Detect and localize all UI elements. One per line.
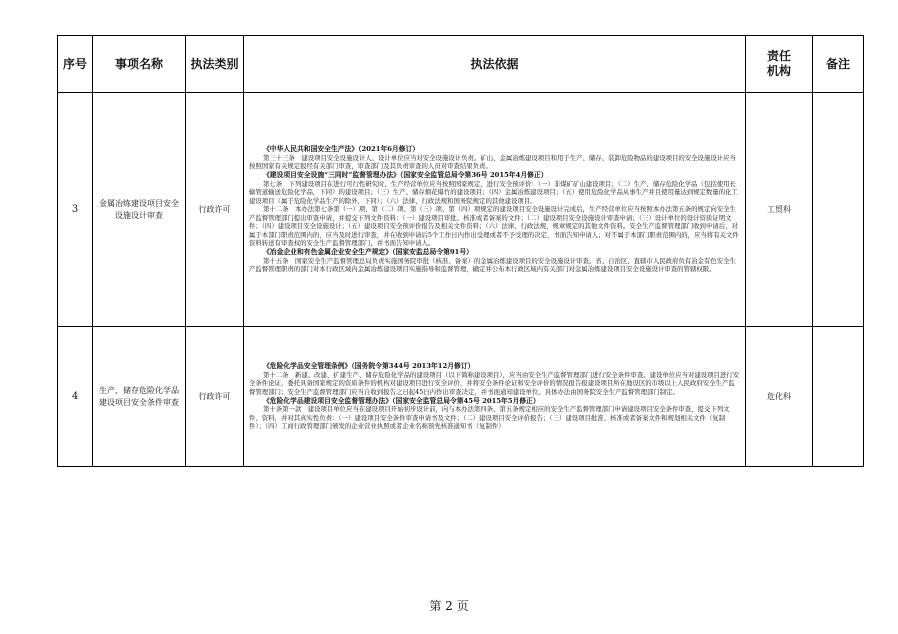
basis-law-title: 《危险化学品安全管理条例》（国务院令第344号 2013年12月修订） (263, 362, 475, 371)
row-basis (244, 327, 746, 467)
enforcement-table (57, 35, 864, 467)
header-item: 事项名称 (93, 36, 186, 93)
row-basis (244, 93, 746, 327)
basis-article: 第十二条 本办法第七条第（一）项、第（二）项、第（三）项、第（四）项规定的建设项目安全设施设计完成后，生产经营单位应当按照本办法第五条的规定向安全生产监督管理部门提出审查申请，并提交下列文件资料：（一）建设项目审批、核准或者备案的文件；（二）建设项目安全设施设计审查申请；（三）设计单位的设计资质证明文件；（四）建设项目安全设施设计；（五）建设项目安全预评价报告及相关文件资料；（六）法律、行政法规、规章规定的其他文件资料。安全生产监督管理部门收到申请后，对属于本部门职责范围内的，应当及时进行审查，并在收到申请后5个工作日内作出受理或者不予受理的决定，书面告知申请人；对不属于本部门职责范围内的，应当将有关文件资料转送有审查权的安全生产监督管理部门，并书面告知申请人。 (249, 205, 739, 248)
row-category: 行政许可 (186, 327, 244, 467)
table-row (58, 93, 864, 327)
page-number: 第 2 页 (429, 599, 469, 613)
row-item-name: 金属冶炼建设项目安全设施设计审查 (93, 93, 186, 327)
basis-law-title: 《建设项目安全设施“三同时”监督管理办法》（国家安全监管总局令第36号 2015年4月修正） (263, 171, 548, 180)
row-item-name: 生产、储存危险化学品建设项目安全条件审查 (93, 327, 186, 467)
row-seq: 3 (58, 93, 93, 327)
header-basis: 执法依据 (244, 36, 746, 93)
row-category: 行政许可 (186, 93, 244, 327)
basis-article: 第七条 下列建设项目在进行可行性研究时，生产经营单位应当按照国家规定，进行安全预评价：（一）非煤矿矿山建设项目；（二）生产、储存危险化学品（包括使用长输管道输送危险化学品，下同）的建设项目；（三）生产、储存烟花爆竹的建设项目；（四）金属冶炼建设项目；（五）使用危险化学品从事生产并且使用量达到规定数量的化工建设项目（属于危险化学品生产的除外，下同）；（六）法律、行政法规和国务院规定的其他建设项目。 (249, 179, 738, 205)
header-remark: 备注 (813, 36, 864, 93)
basis-article: 第十二条 新建、改建、扩建生产、储存危险化学品的建设项目（以下简称建设项目），应当由安全生产监督管理部门进行安全条件审查。建设单位应当对建设项目进行安全条件论证，委托具备国家规定的资质条件的机构对建设项目进行安全评价，并将安全条件论证和安全评价的情况报告报建设项目所在地设区的市级以上人民政府安全生产监督管理部门；安全生产监督管理部门应当自收到报告之日起45日内作出审查决定，并书面通知建设单位。具体办法由国务院安全生产监督管理部门制定。 (249, 370, 740, 396)
row-remark (813, 327, 864, 467)
row-dept: 危化科 (746, 327, 813, 467)
row-dept: 工贸科 (746, 93, 813, 327)
row-seq: 4 (58, 327, 93, 467)
basis-article: 第十五条 国家安全生产监督管理总局负责实施国务院审批（核准、备案）的金属冶炼建设项目的安全设施设计审查。省、自治区、直辖市人民政府负有冶金有色安全生产监督管理职责的部门对本行政区域内金属冶炼建设项目实施指导和监督管理，确定并公布本行政区域内有关部门对金属冶炼建设项目安全设施设计审查的管辖权限。 (249, 256, 736, 274)
header-dept: 责任 机构 (746, 36, 813, 93)
table-row (58, 327, 864, 467)
basis-law-title: 《冶金企业和有色金属企业安全生产规定》（国家安监总局令第91号） (263, 247, 473, 256)
row-remark (813, 93, 864, 327)
basis-law-title: 《危险化学品建设项目安全监督管理办法》（国家安全监管总局令第45号 2015年5月修正） (263, 396, 540, 405)
header-category: 执法类别 (186, 36, 244, 93)
basis-law-title: 《中华人民共和国安全生产法》（2021年6月修订） (263, 145, 420, 154)
basis-article: 第三十三条 建设项目安全设施设计人、设计单位应当对安全设施设计负责。矿山、金属冶炼建设项目和用于生产、储存、装卸危险物品的建设项目的安全设施设计应当按照国家有关规定报经有关部门审查，审查部门及其负责审查的人员对审查结果负责。 (249, 153, 736, 171)
header-seq: 序号 (58, 36, 93, 93)
basis-article: 第十条第一款 建设项目单位应当在建设项目开始初步设计前，向与本办法第四条、第五条规定相应的安全生产监督管理部门申请建设项目安全条件审查，提交下列文件、资料，并对其真实性负责：（一）建设项目安全条件审查申请书及文件；（二）建设项目安全评价报告；（三）建设项目批准、核准或者备案文件和规划相关文件（复制件）；（四）工商行政管理部门颁发的企业营业执照或者企业名称预先核准通知书（复制件） (249, 405, 730, 431)
table-header-row (58, 36, 864, 93)
